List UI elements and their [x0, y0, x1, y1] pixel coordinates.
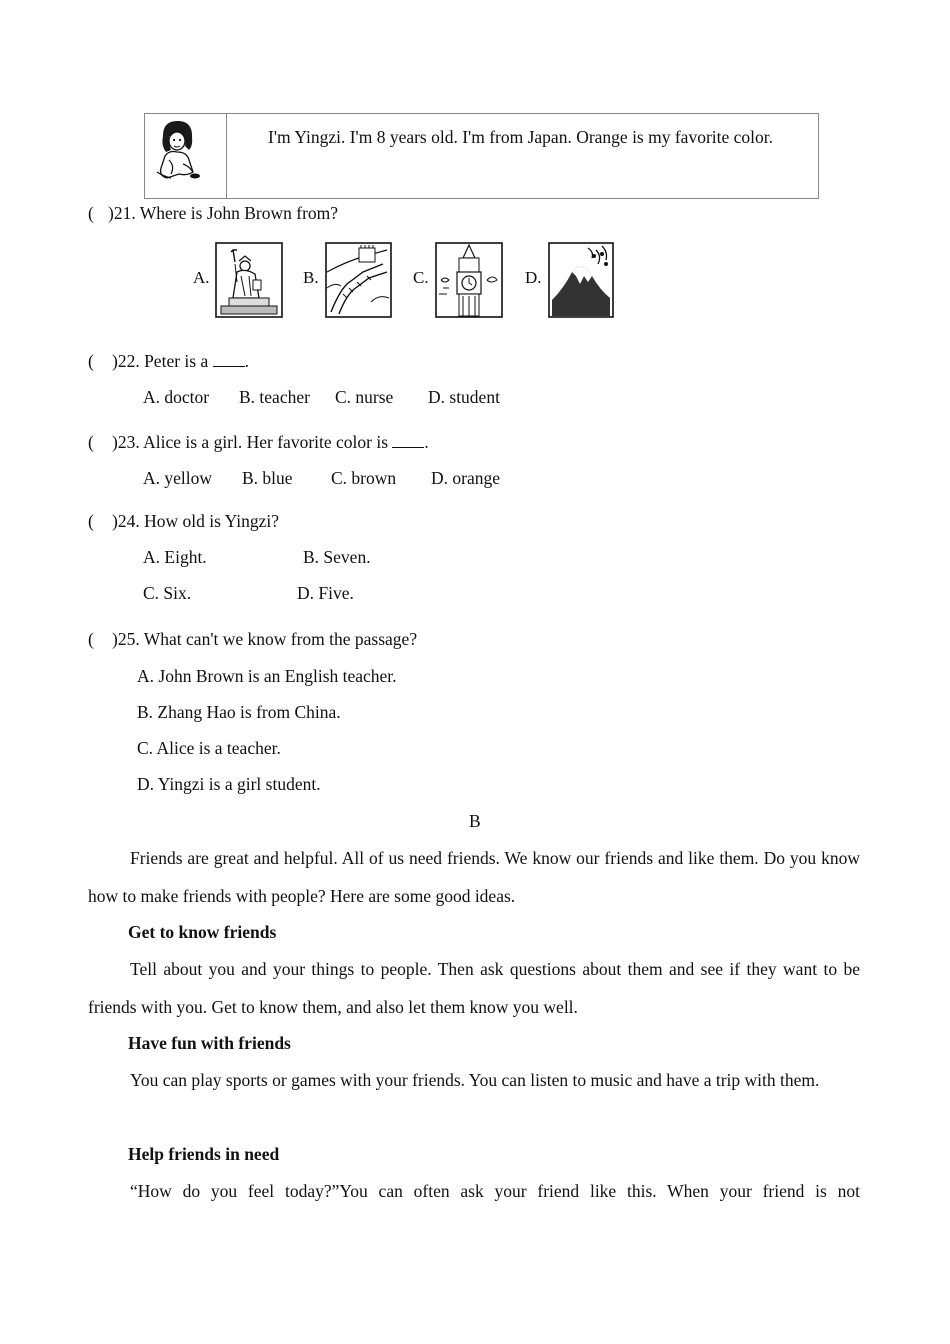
intro-text: I'm Yingzi. I'm 8 years old. I'm from Japan. Orange is my favorite color. [268, 127, 774, 147]
q23-question [112, 432, 429, 453]
q22-option-a: A. doctor [143, 387, 210, 407]
q21-text: )21. Where is John Brown from? [108, 203, 339, 223]
q25-paren: ( [88, 629, 94, 649]
q23-option-b: B. blue [242, 468, 293, 488]
girl-avatar-icon [149, 116, 209, 182]
para-help-friends: “How do you feel today?”You can often ask your friend like this. When your friend is not [130, 1181, 860, 1201]
q22-suffix: . [244, 351, 249, 371]
q23-suffix: . [424, 432, 429, 452]
heading-get-to-know: Get to know friends [128, 922, 277, 942]
q25-option-c: C. Alice is a teacher. [137, 738, 281, 758]
avatar-cell [145, 114, 227, 198]
q24-paren: ( [88, 511, 94, 531]
section-b-label: B [469, 811, 481, 831]
q25-option-b: B. Zhang Hao is from China. [137, 702, 341, 722]
section-b-intro: Friends are great and helpful. All of us need friends. We know our friends and like them. Do you know how to make friends with people? Here are some good ideas. [88, 848, 860, 906]
statue-of-liberty-icon [215, 242, 283, 318]
intro-table [144, 113, 819, 199]
q24-option-c: C. Six. [143, 583, 192, 603]
q25-option-a: A. John Brown is an English teacher. [137, 666, 397, 686]
mount-fuji-icon [548, 242, 614, 318]
answer-blank [213, 352, 245, 367]
q21-option-b-letter: B. [303, 268, 319, 287]
q22-option-c: C. nurse [335, 387, 394, 407]
q24-option-d: D. Five. [297, 583, 354, 603]
q23-option-a: A. yellow [143, 468, 213, 488]
para-have-fun: You can play sports or games with your friends. You can listen to music and have a trip with them. [130, 1070, 820, 1090]
q21-paren: ( [88, 203, 94, 223]
q22-paren: ( [88, 351, 94, 371]
big-ben-icon [435, 242, 503, 318]
q24-option-a: A. Eight. [143, 547, 207, 567]
q24-text: )24. How old is Yingzi? [112, 511, 280, 531]
q22-prefix: )22. Peter is a [112, 351, 213, 371]
q21-option-c-letter: C. [413, 268, 429, 287]
q21-option-a-letter: A. [193, 268, 210, 287]
q21-option-d-letter: D. [525, 268, 542, 287]
q24-option-b: B. Seven. [303, 547, 371, 567]
q22-option-d: D. student [428, 387, 500, 407]
great-wall-icon [325, 242, 392, 318]
heading-have-fun: Have fun with friends [128, 1033, 291, 1053]
q23-prefix: )23. Alice is a girl. Her favorite color is [112, 432, 393, 452]
q22-option-b: B. teacher [239, 387, 310, 407]
answer-blank [392, 433, 424, 448]
q22-question [112, 351, 249, 372]
q23-option-d: D. orange [431, 468, 501, 488]
q23-option-c: C. brown [331, 468, 397, 488]
para-get-to-know: Tell about you and your things to people. Then ask questions about them and see if they want to be friends with you. Get to know them, and also let them know you well. [88, 959, 860, 1017]
q23-paren: ( [88, 432, 94, 452]
heading-help-friends: Help friends in need [128, 1144, 280, 1164]
q25-option-d: D. Yingzi is a girl student. [137, 774, 321, 794]
q25-text: )25. What can't we know from the passage? [112, 629, 418, 649]
